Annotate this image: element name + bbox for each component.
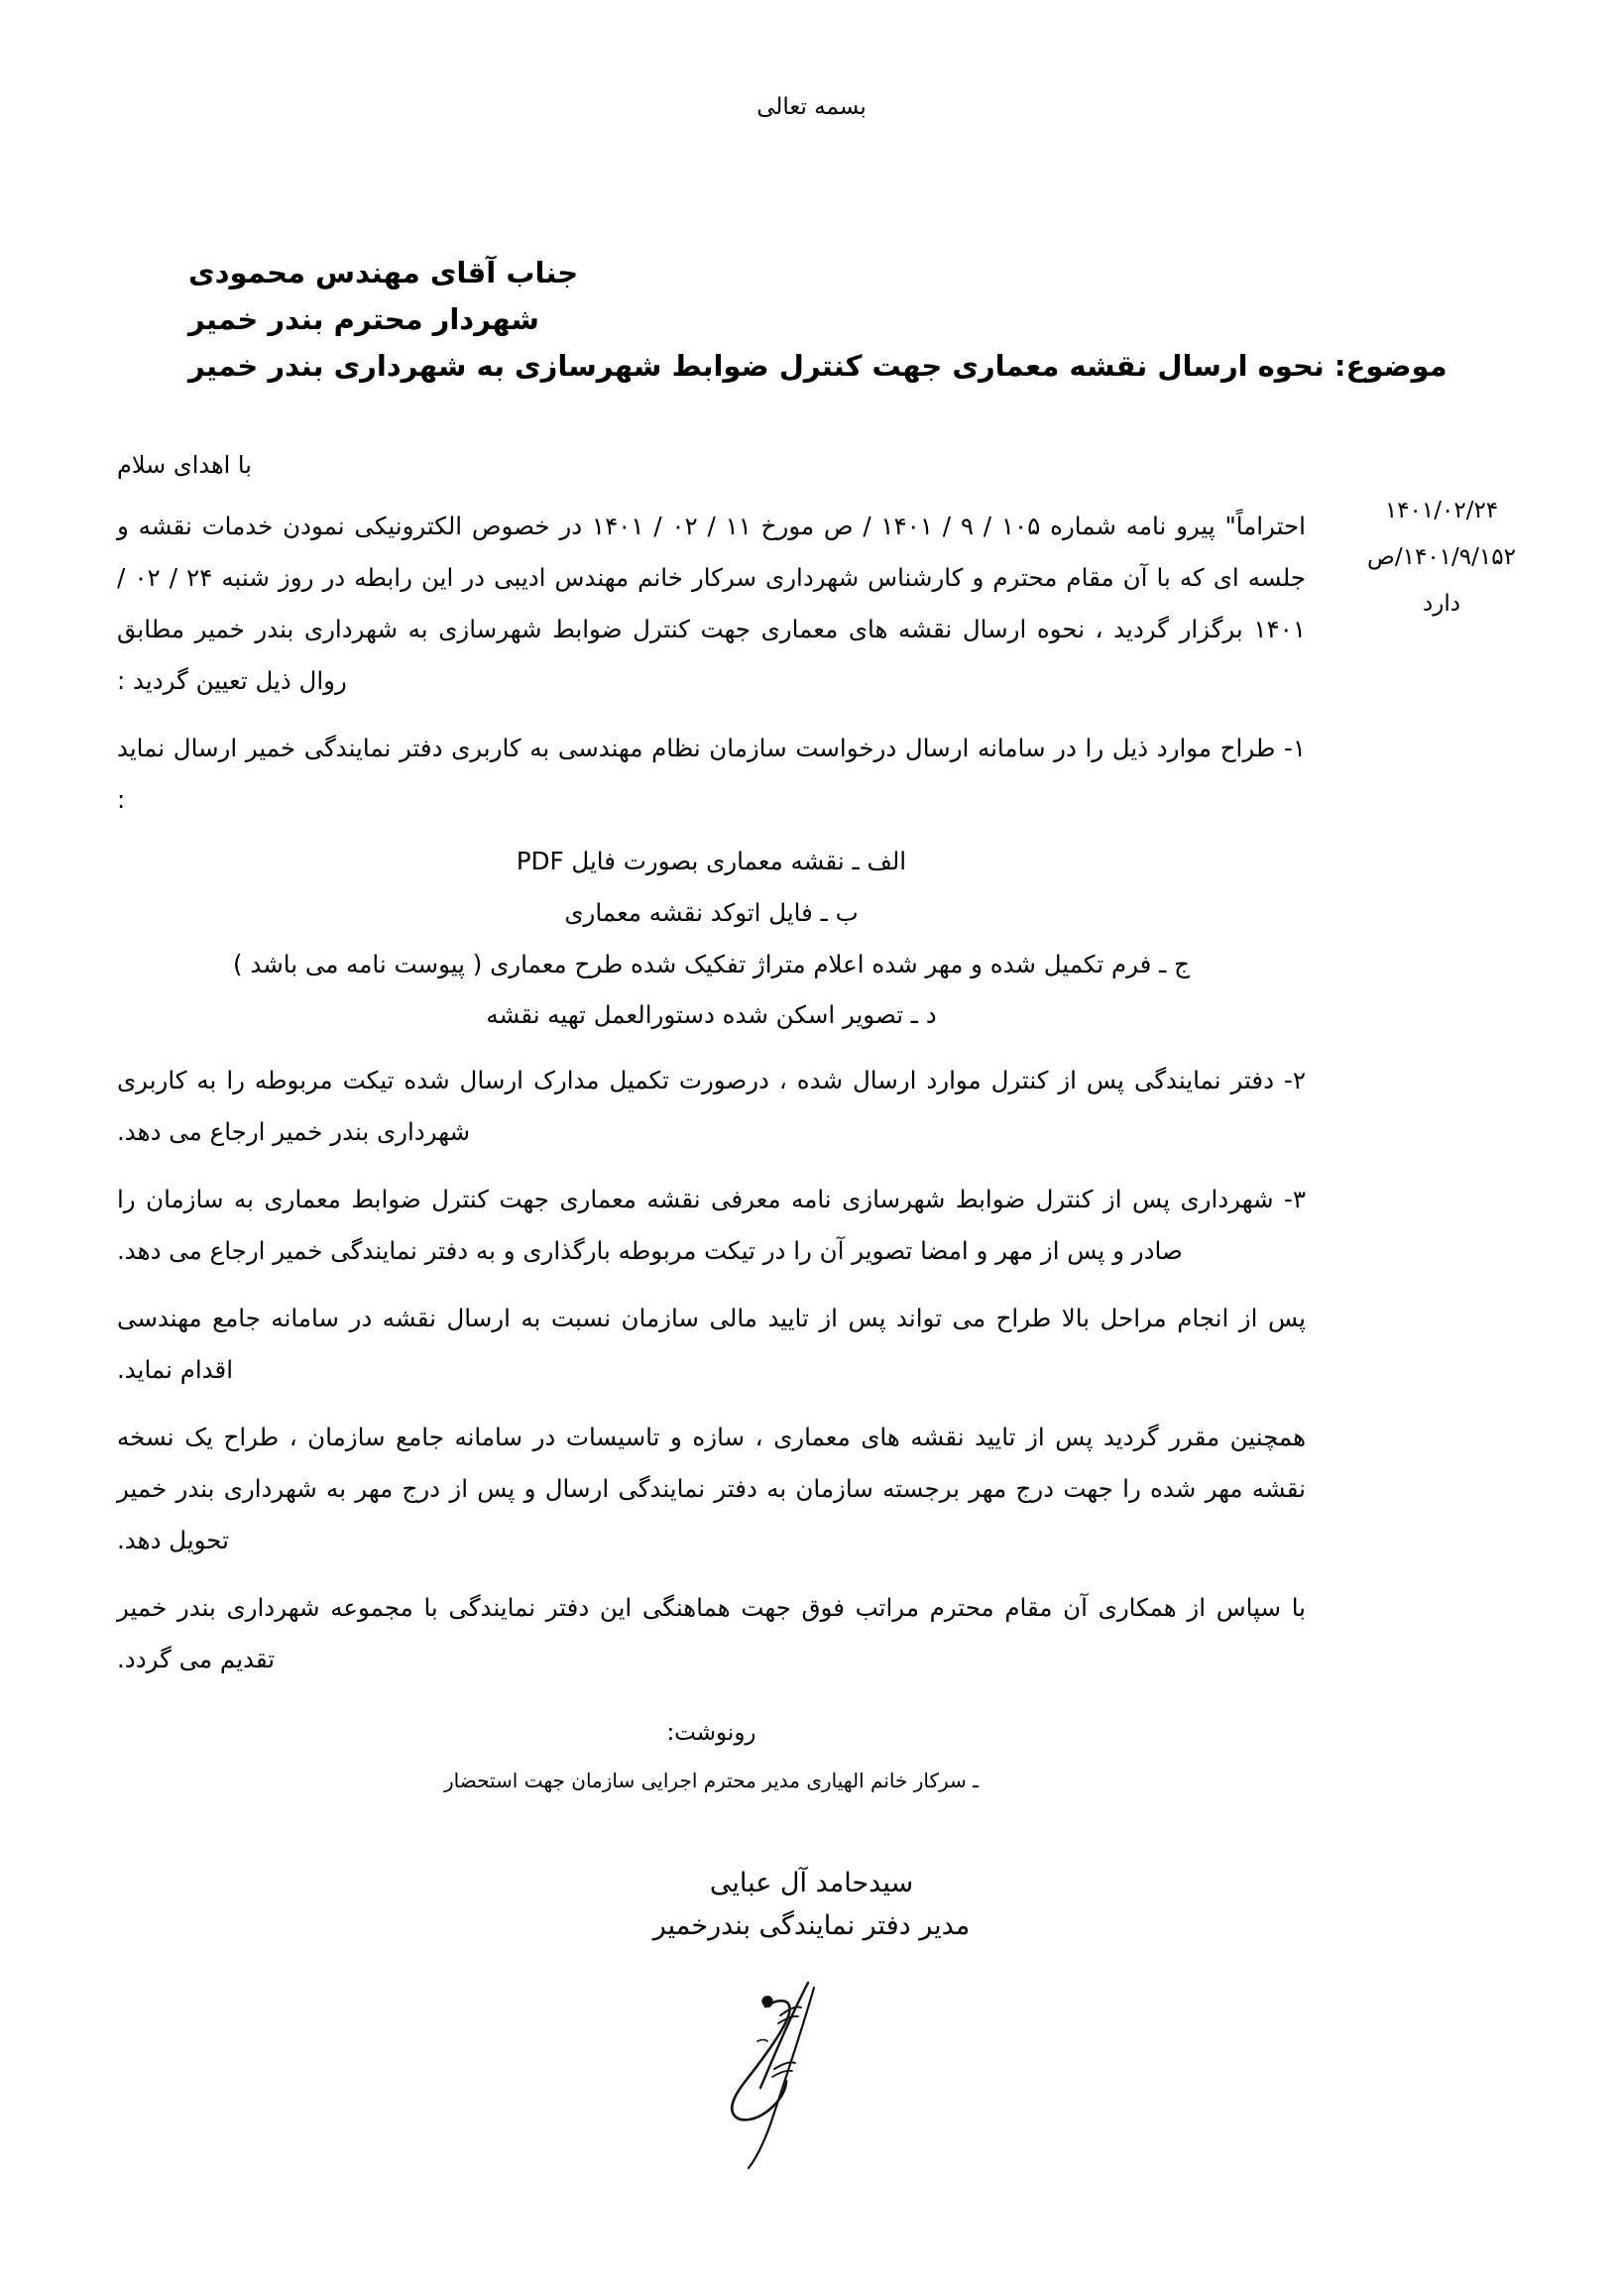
letter-body [117, 451, 1306, 1701]
letter-subject: موضوع: نحوه ارسال نقشه معماری جهت کنترل ضوابط شهرسازی به شهرداری بندر خمیر [188, 348, 1448, 383]
handwritten-signature-icon [663, 1958, 961, 2186]
reference-number: ۱۴۰۱/۹/۱۵۲/ص [1367, 544, 1516, 571]
addressee-block [188, 250, 1504, 390]
sub-item-list [117, 836, 1306, 1042]
body-paragraph-1: احتراماً" پیرو نامه شماره ۱۰۵ / ۹ / ۱۴۰۱ / ص مورخ ۱۱ / ۰۲ / ۱۴۰۱ در خصوص الکترونیکی نمودن خدمات نقشه و جلسه ای که با آن مقام محترم و کارشناس شهرداری سرکار خانم مهندس ادیبی در این رابطه در روز شنبه ۲۴ / ۰۲ / ۱۴۰۱ برگزار گردید ، نحوه ارسال نقشه های معماری جهت کنترل ضوابط شهرسازی به شهرداری بندر خمیر مطابق روال ذیل تعیین گردید : [117, 512, 1306, 695]
copies-item: ـ سرکار خانم الهیاری مدیر محترم اجرایی سازمان جهت استحضار [443, 1769, 979, 1792]
signatory-name: سیدحامد آل عبایی [709, 1868, 914, 1898]
signature-block [0, 1862, 1623, 1947]
bismillah-header: بسمه تعالی [756, 94, 867, 120]
body-paragraph-3: همچنین مقرر گردید پس از تایید نقشه های معماری ، سازه و تاسیسات در سامانه جامع سازمان ، طراح یک نسخه نقشه مهر شده را جهت درج مهر برجسته سازمان به دفتر نمایندگی ارسال و پس از درج مهر به شهرداری بندر خمیر تحویل دهد. [117, 1423, 1306, 1554]
body-paragraph-4: با سپاس از همکاری آن مقام محترم مراتب فوق جهت هماهنگی این دفتر نمایندگی با مجموعه شهرداری بندر خمیر تقدیم می گردد. [117, 1592, 1306, 1673]
copies-title: رونوشت: [666, 1720, 756, 1746]
greeting-line: با اهدای سلام [117, 451, 252, 479]
sub-item-be: ب ـ فایل اتوکد نقشه معماری [564, 897, 859, 927]
copies-block [117, 1720, 1306, 1797]
addressee-role: شهردار محترم بندر خمیر [188, 301, 539, 336]
reference-date: ۱۴۰۱/۰۲/۲۴ [1384, 498, 1499, 523]
numbered-item-3: ۳- شهرداری پس از کنترل ضوابط شهرسازی نامه معرفی نقشه معماری جهت کنترل ضوابط معماری به سازمان را صادر و پس از مهر و امضا تصویر آن را در تیکت مربوطه بارگذاری و به دفتر نمایندگی خمیر ارجاع می دهد. [117, 1185, 1306, 1266]
reference-block [1318, 488, 1565, 628]
numbered-item-1: ۱- طراح موارد ذیل را در سامانه ارسال درخواست سازمان نظام مهندسی به کاربری دفتر نمایندگی خمیر ارسال نماید : [117, 733, 1306, 814]
reference-attachment: دارد [1423, 591, 1460, 618]
sub-item-alef: الف ـ نقشه معماری بصورت فایل PDF [516, 846, 907, 875]
addressee-name: جناب آقای مهندس محمودی [188, 256, 579, 289]
sub-item-dal: د ـ تصویر اسکن شده دستورالعمل تهیه نقشه [486, 1000, 937, 1030]
signatory-role: مدیر دفتر نمایندگی بندرخمیر [652, 1910, 971, 1942]
numbered-item-2: ۲- دفتر نمایندگی پس از کنترل موارد ارسال شده ، درصورت تکمیل مدارک ارسال شده تیکت مربوطه را به کاربری شهرداری بندر خمیر ارجاع می دهد. [117, 1066, 1306, 1147]
body-paragraph-2: پس از انجام مراحل بالا طراح می تواند پس از تایید مالی سازمان نسبت به ارسال نقشه در سامانه جامع مهندسی اقدام نماید. [117, 1304, 1306, 1385]
sub-item-jim: ج ـ فرم تکمیل شده و مهر شده اعلام متراژ تفکیک شده طرح معماری ( پیوست نامه می باشد ) [233, 949, 1190, 978]
